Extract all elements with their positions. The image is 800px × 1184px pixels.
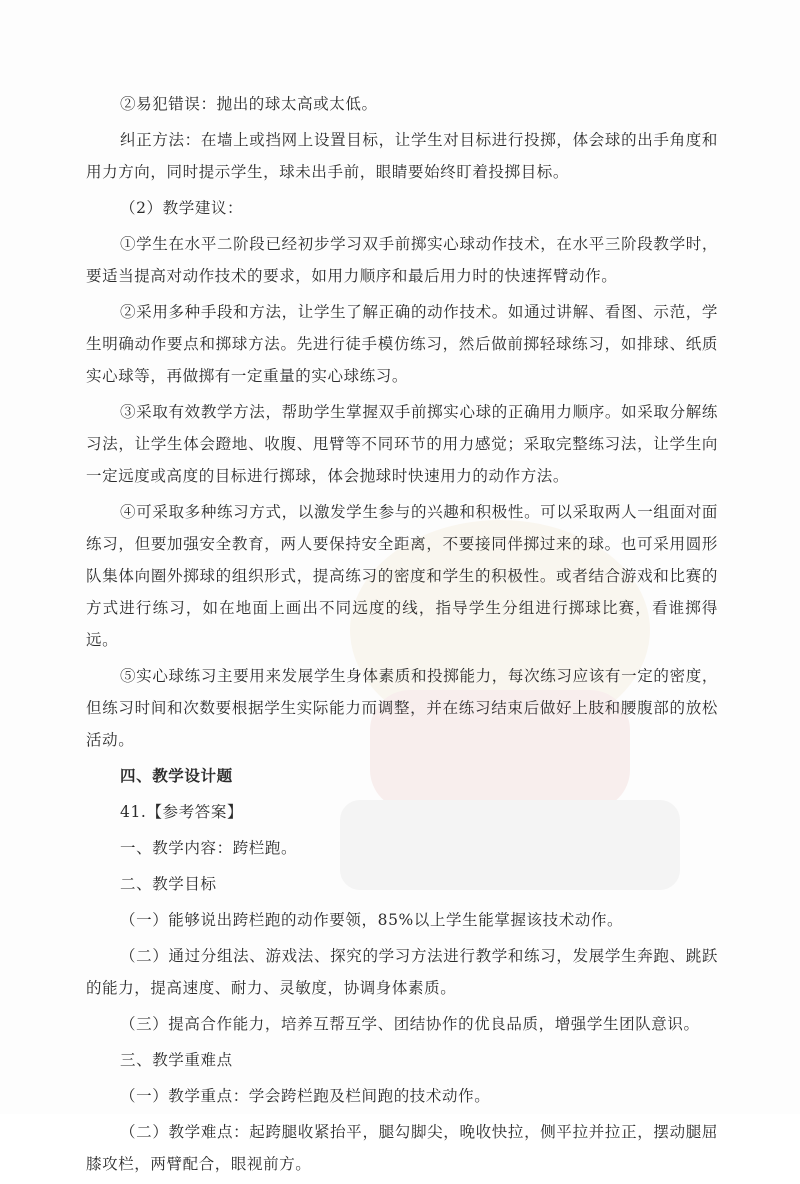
- paragraph-suggestion-3: ③采取有效教学方法，帮助学生掌握双手前掷实心球的正确用力顺序。如采取分解练习法，让学生体会蹬地、收腹、甩臂等不同环节的用力感觉；采取完整练习法，让学生向一定远度或高度的目标进行掷球，体会抛球时快速用力的动作方法。: [86, 403, 718, 485]
- lesson-objective-2: （二）通过分组法、游戏法、探究的学习方法进行教学和练习，发展学生奔跑、跳跃的能力，提高速度、耐力、灵敏度，协调身体素质。: [86, 947, 718, 997]
- lesson-objective-1: （一）能够说出跨栏跑的动作要领，85%以上学生能掌握该技术动作。: [120, 911, 624, 929]
- lesson-content: 一、教学内容：跨栏跑。: [120, 839, 298, 857]
- lesson-objectives-title: 二、教学目标: [120, 875, 217, 893]
- paragraph-suggestion-1: ①学生在水平二阶段已经初步学习双手前掷实心球动作技术，在水平三阶段教学时，要适当提高对动作技术的要求，如用力顺序和最后用力时的快速挥臂动作。: [86, 235, 718, 285]
- paragraph-suggestion-2: ②采用多种手段和方法，让学生了解正确的动作技术。如通过讲解、看图、示范，学生明确动作要点和掷球方法。先进行徒手模仿练习，然后做前掷轻球练习，如排球、纸质实心球等，再做掷有一定重量的实心球练习。: [86, 303, 718, 385]
- paragraph-correction-method: 纠正方法：在墙上或挡网上设置目标，让学生对目标进行投掷，体会球的出手角度和用力方向，同时提示学生，球未出手前，眼睛要始终盯着投掷目标。: [86, 131, 718, 181]
- paragraph-teaching-suggestion-title: （2）教学建议：: [120, 199, 244, 217]
- lesson-key-point: （一）教学重点：学会跨栏跑及栏间跑的技术动作。: [120, 1087, 491, 1105]
- lesson-objective-3: （三）提高合作能力，培养互帮互学、团结协作的优良品质，增强学生团队意识。: [120, 1015, 700, 1033]
- section-heading: 四、教学设计题: [120, 767, 233, 785]
- lesson-difficult-point: （二）教学难点：起跨腿收紧抬平，腿勾脚尖，晚收快拉，侧平拉并拉正，摆动腿屈膝攻栏，两臂配合，眼视前方。: [86, 1123, 718, 1173]
- paragraph-suggestion-5: ⑤实心球练习主要用来发展学生身体素质和投掷能力，每次练习应该有一定的密度，但练习时间和次数要根据学生实际能力而调整，并在练习结束后做好上肢和腰腹部的放松活动。: [86, 667, 718, 749]
- lesson-key-points-title: 三、教学重难点: [120, 1051, 233, 1069]
- paragraph-common-error: ②易犯错误：抛出的球太高或太低。: [120, 95, 378, 113]
- paragraph-suggestion-4: ④可采取多种练习方式，以激发学生参与的兴趣和积极性。可以采取两人一组面对面练习，但要加强安全教育，两人要保持安全距离，不要接同伴掷过来的球。也可采用圆形队集体向圈外掷球的组织形式，提高练习的密度和学生的积极性。或者结合游戏和比赛的方式进行练习，如在地面上画出不同远度的线，指导学生分组进行掷球比赛，看谁掷得远。: [86, 503, 718, 649]
- answer-label: 41.【参考答案】: [120, 803, 244, 821]
- document-body: [86, 88, 718, 1184]
